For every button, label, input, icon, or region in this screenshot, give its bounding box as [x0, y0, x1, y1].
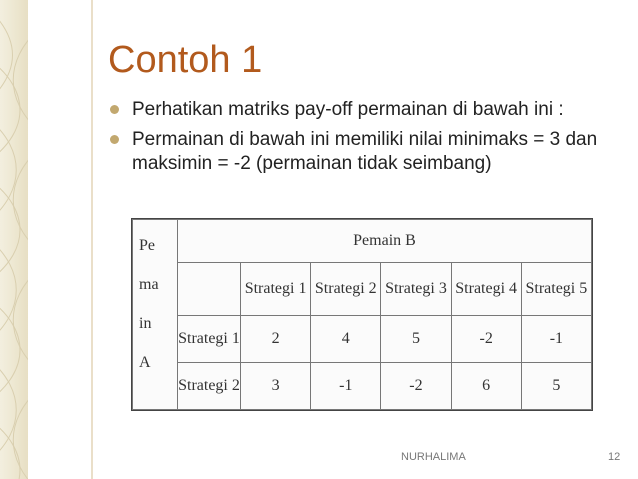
bullet-dot-icon	[110, 135, 119, 144]
table-cell: 3	[241, 363, 311, 410]
slide-title: Contoh 1	[108, 39, 263, 81]
slide-number: 12	[608, 451, 621, 463]
table-cell: -2	[381, 363, 451, 410]
table-cell: 5	[381, 316, 451, 363]
bullet-text: Permainan di bawah ini memiliki nilai minimaks = 3 dan maksimin = -2 (permainan tidak seimbang)	[132, 129, 598, 174]
bullet-list	[106, 98, 626, 182]
player-a-label-part: ma	[139, 276, 159, 293]
player-a-label-part: in	[139, 315, 152, 332]
bullet-item-1	[106, 98, 626, 122]
table-cell: 5	[521, 363, 591, 410]
player-b-header: Pemain B	[178, 220, 592, 263]
column-header: Strategi 4	[451, 263, 521, 316]
bullet-dot-icon	[110, 105, 119, 114]
table-row	[133, 316, 592, 363]
footer-author: NURHALIMA	[401, 451, 466, 463]
row-header: Strategi 2	[178, 363, 241, 410]
table-cell: 4	[311, 316, 381, 363]
payoff-table	[132, 219, 592, 410]
column-header: Strategi 3	[381, 263, 451, 316]
bullet-text: Perhatikan matriks pay-off permainan di bawah ini :	[132, 99, 564, 120]
swirl-pattern-icon	[0, 0, 28, 479]
empty-corner-cell	[178, 263, 241, 316]
table-cell: 2	[241, 316, 311, 363]
row-header: Strategi 1	[178, 316, 241, 363]
table-row	[133, 363, 592, 410]
decorative-side-band	[0, 0, 28, 479]
column-header: Strategi 1	[241, 263, 311, 316]
player-a-label-part: Pe	[139, 237, 155, 254]
table-header-group-row	[133, 220, 592, 263]
table-cell: -1	[311, 363, 381, 410]
vertical-divider	[91, 0, 93, 479]
table-cell: -2	[451, 316, 521, 363]
payoff-matrix	[131, 218, 593, 411]
column-header: Strategi 5	[521, 263, 591, 316]
table-header-row	[133, 263, 592, 316]
bullet-item-2	[106, 128, 626, 176]
table-cell: -1	[521, 316, 591, 363]
player-a-label-part: A	[139, 354, 151, 371]
table-cell: 6	[451, 363, 521, 410]
column-header: Strategi 2	[311, 263, 381, 316]
player-a-label-cell	[133, 220, 178, 410]
